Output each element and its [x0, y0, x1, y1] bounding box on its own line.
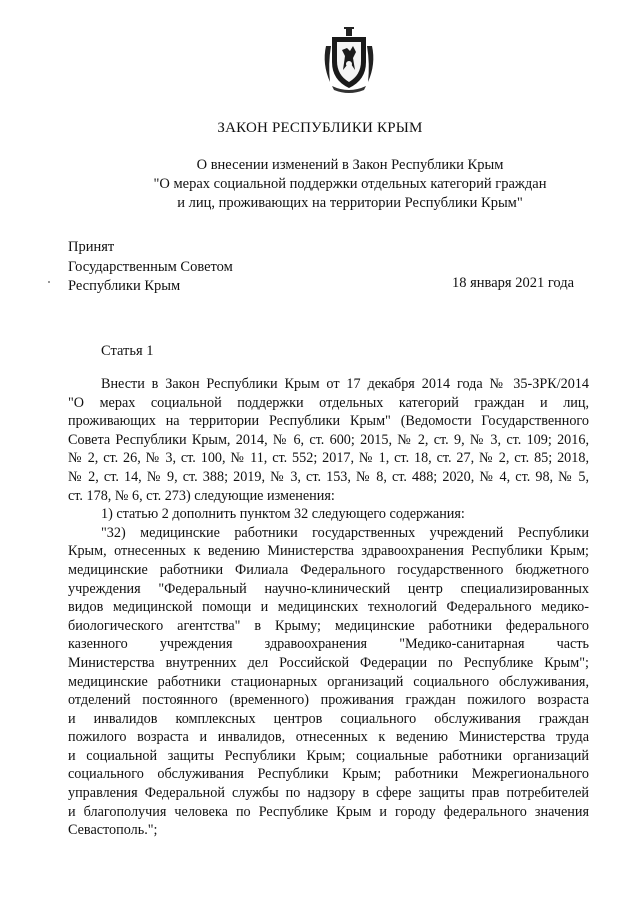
- article-line: медицинские работники Филиала Федерального государственного бюджетного: [68, 561, 589, 578]
- article-line: и социальной защиты Республики Крым; социальные работники организаций: [68, 747, 589, 764]
- article-line: отделений постоянного (временного) проживания граждан пожилого возраста: [68, 692, 589, 709]
- article-line: проживающих на территории Республики Крым" (Ведомости Государственного: [68, 413, 589, 430]
- article-line: учреждения "Федеральный научно-клинический центр специализированных: [68, 580, 589, 597]
- adoption-date: 18 января 2021 года: [452, 275, 575, 291]
- article-line: видов медицинской помощи и медицинских технологий Федерального медико-: [68, 599, 589, 616]
- adoption-line: Государственным Советом: [68, 258, 233, 275]
- law-subtitle: [0, 156, 640, 213]
- article-line: "32) медицинские работники государственных учреждений Республики: [101, 524, 589, 541]
- article-line: ст. 178, № 6, ст. 273) следующие изменения:: [68, 487, 335, 504]
- article-line: и благополучия человека по Республике Крым и городу федерального значения: [68, 803, 589, 820]
- adoption-line: Принят: [68, 239, 115, 255]
- crimea-coat-of-arms-icon: [318, 24, 380, 94]
- article-line: и инвалидов комплексных центров социального обслуживания граждан: [68, 710, 589, 727]
- subtitle-line: "О мерах социальной поддержки отдельных категорий граждан: [153, 176, 547, 192]
- subtitle-line: О внесении изменений в Закон Республики Крым: [196, 157, 504, 173]
- law-title: ЗАКОН РЕСПУБЛИКИ КРЫМ: [217, 120, 423, 136]
- article-body: [68, 375, 589, 840]
- article-line: Внести в Закон Республики Крым от 17 декабря 2014 года № 35-ЗРК/2014: [101, 376, 589, 392]
- article-line: Министерства внутренних дел Российской Федерации по Республике Крым";: [68, 654, 589, 671]
- article-line: 1) статью 2 дополнить пунктом 32 следующего содержания:: [101, 506, 465, 523]
- adoption-line: Республики Крым: [68, 278, 181, 294]
- article-line: "О мерах социальной поддержки отдельных категорий граждан и лиц,: [68, 394, 589, 411]
- article-line: социального обслуживания Республики Крым; работники Межрегионального: [68, 766, 589, 783]
- article-line: Совета Республики Крым, 2014, № 6, ст. 600; 2015, № 2, ст. 9, № 3, ст. 109; 2016,: [68, 431, 589, 448]
- subtitle-line: и лиц, проживающих на территории Республики Крым": [177, 195, 523, 211]
- scan-speck: [48, 281, 50, 283]
- article-line: № 2, ст. 26, № 3, ст. 100, № 11, ст. 552; 2017, № 1, ст. 18, ст. 27, № 2, ст. 85; 2018,: [68, 450, 589, 467]
- article-line: Севастополь.";: [68, 822, 158, 839]
- article-line: пожилого возраста и инвалидов, отнесенных к ведению Министерства труда: [68, 729, 589, 746]
- article-line: казенного учреждения здравоохранения "Медико-санитарная часть: [68, 636, 589, 653]
- article-line: управления Федеральной службы по надзору в сфере защиты прав потребителей: [68, 785, 589, 802]
- article-line: Крым, отнесенных к ведению Министерства здравоохранения Республики Крым;: [68, 543, 589, 560]
- article-line: медицинские работники стационарных организаций социального обслуживания,: [68, 673, 589, 690]
- article-heading: Статья 1: [101, 343, 154, 359]
- article-line: № 2, ст. 14, № 9, ст. 388; 2019, № 3, ст. 153, № 8, ст. 488; 2020, № 4, ст. 98, № 5,: [68, 468, 589, 485]
- adoption-block: [68, 238, 233, 297]
- article-line: биологического агентства" в Крыму; медицинские работники федерального: [68, 617, 589, 634]
